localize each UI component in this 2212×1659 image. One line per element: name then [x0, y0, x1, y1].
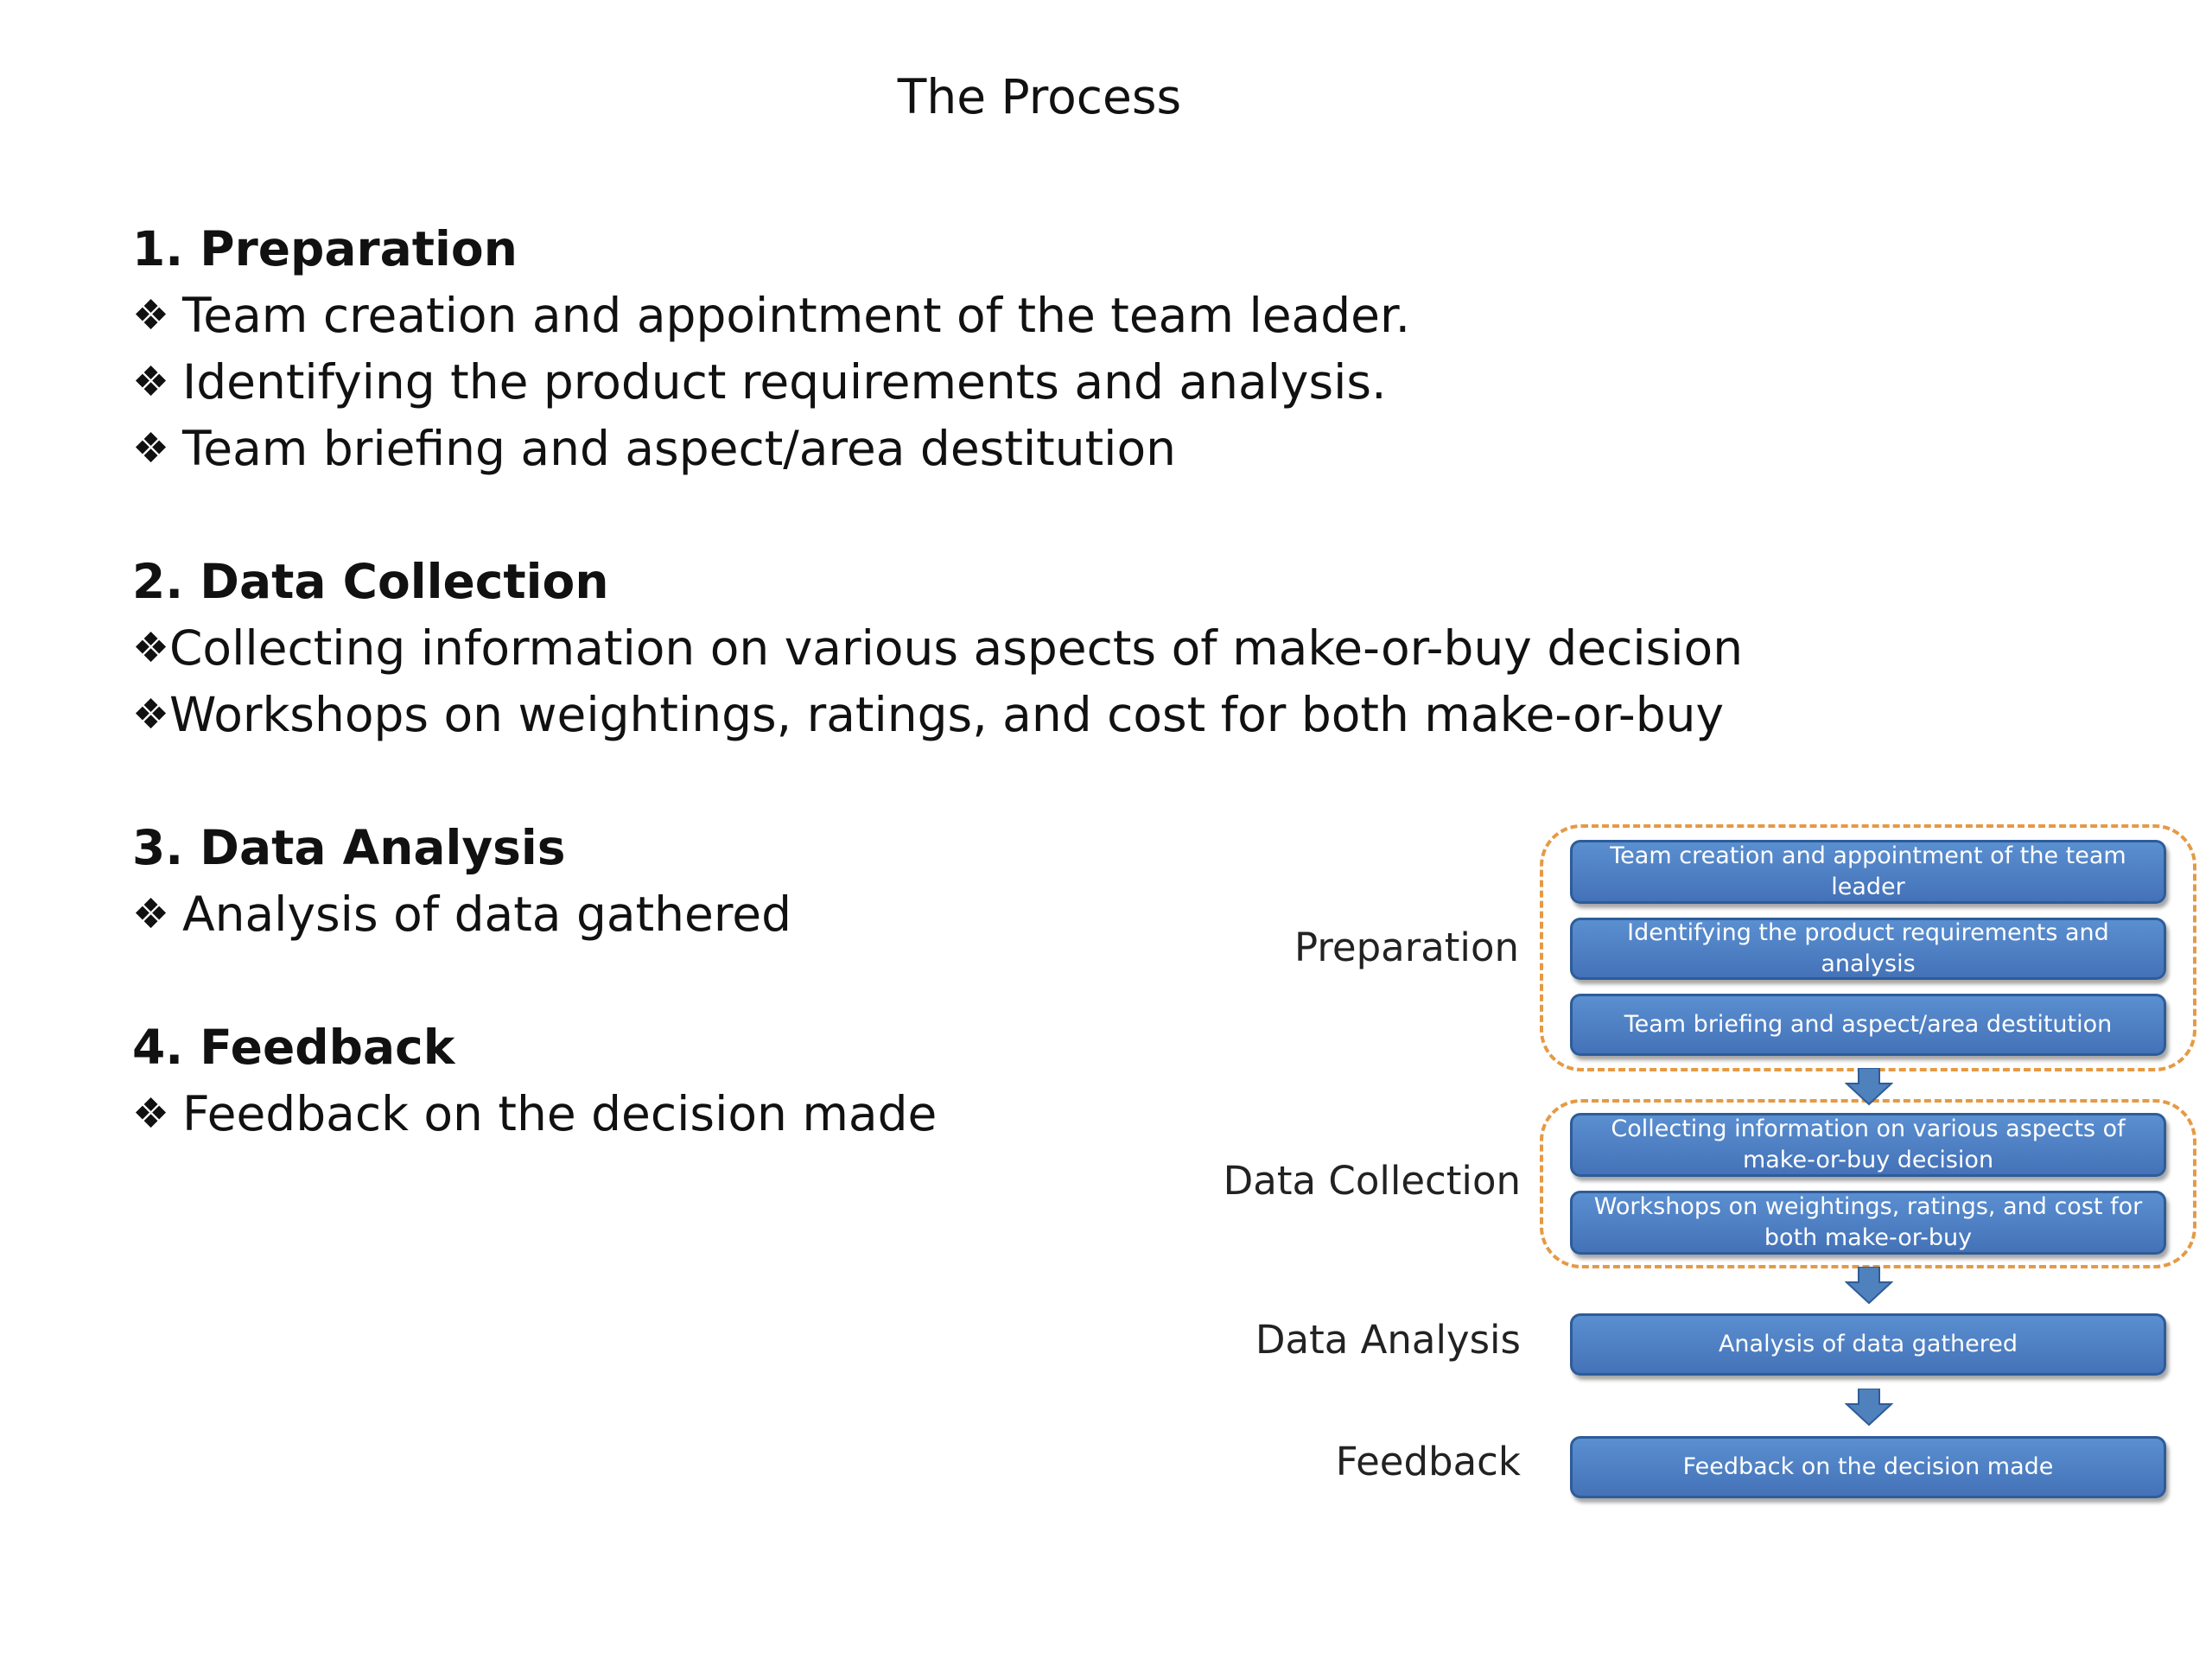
section-heading: 1. Preparation [132, 221, 518, 276]
down-arrow-icon [1845, 1267, 1893, 1305]
bullet-item [132, 615, 1744, 682]
step-box: Workshops on weightings, ratings, and cost for both make-or-buy [1570, 1191, 2166, 1255]
bullet-text: Identifying the product requirements and analysis. [182, 354, 1387, 410]
diamond-bullet-icon: ❖ [132, 358, 170, 406]
step-box: Identifying the product requirements and analysis [1570, 918, 2166, 980]
diamond-bullet-icon: ❖ [132, 624, 170, 672]
diamond-bullet-icon: ❖ [132, 1090, 170, 1138]
section-data-collection [132, 549, 1744, 748]
diamond-bullet-icon: ❖ [132, 690, 170, 739]
bullet-item [132, 349, 1688, 416]
bullet-text: Team briefing and aspect/area destitution [182, 421, 1176, 476]
diamond-bullet-icon: ❖ [132, 890, 170, 938]
process-outline [132, 216, 1744, 1214]
section-preparation [132, 216, 1688, 482]
bullet-item [132, 416, 1688, 482]
stage-label-data-analysis: Data Analysis [1255, 1317, 1521, 1363]
stage-label-feedback: Feedback [1335, 1439, 1521, 1484]
stage-label-preparation: Preparation [1294, 925, 1519, 970]
diamond-bullet-icon: ❖ [132, 424, 170, 473]
section-feedback [132, 1014, 1688, 1147]
bullet-item [132, 283, 1688, 349]
step-box: Team briefing and aspect/area destitution [1570, 994, 2166, 1056]
bullet-item [132, 682, 1725, 748]
bullet-text: Analysis of data gathered [182, 887, 791, 942]
step-box: Collecting information on various aspects of make-or-buy decision [1570, 1113, 2166, 1177]
section-heading: 4. Feedback [132, 1020, 455, 1075]
bullet-text: Feedback on the decision made [182, 1086, 938, 1141]
step-box: Feedback on the decision made [1570, 1436, 2166, 1498]
bullet-item [132, 1081, 1688, 1147]
down-arrow-icon [1845, 1389, 1893, 1427]
down-arrow-icon [1845, 1068, 1893, 1106]
step-box: Analysis of data gathered [1570, 1313, 2166, 1376]
bullet-text: Collecting information on various aspects of make-or-buy decision [169, 620, 1744, 676]
step-box: Team creation and appointment of the team leader [1570, 840, 2166, 904]
bullet-text: Workshops on weightings, ratings, and cost for both make-or-buy [169, 687, 1725, 742]
diamond-bullet-icon: ❖ [132, 291, 170, 340]
stage-label-data-collection: Data Collection [1223, 1158, 1521, 1204]
section-heading: 2. Data Collection [132, 554, 609, 609]
bullet-text: Team creation and appointment of the team leader. [182, 288, 1411, 343]
slide-title: The Process [897, 69, 1182, 124]
section-heading: 3. Data Analysis [132, 820, 566, 875]
